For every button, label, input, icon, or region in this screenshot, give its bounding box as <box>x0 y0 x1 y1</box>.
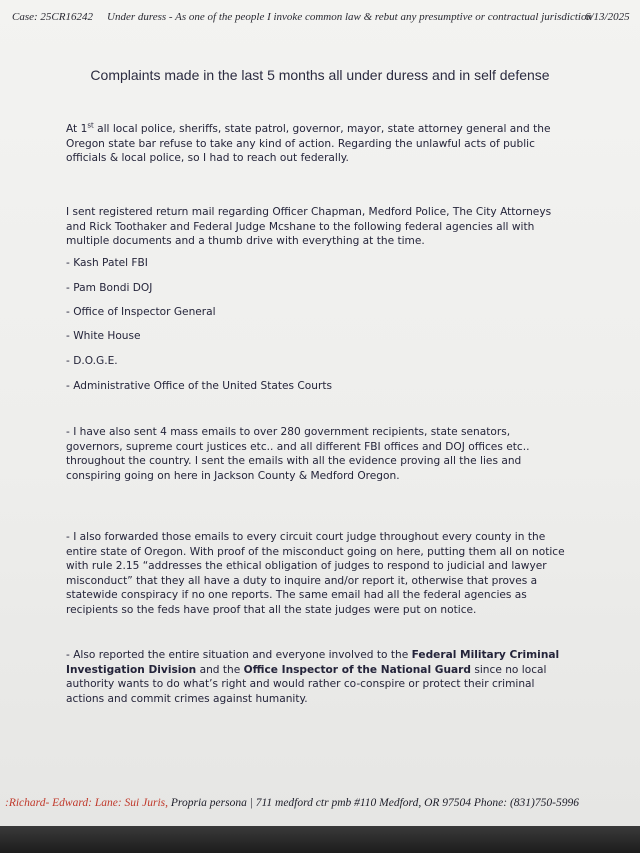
case-number: Case: 25CR16242 <box>12 11 93 23</box>
list-item: - Kash Patel FBI <box>66 257 148 269</box>
report-agency-military: Federal Military Criminal Investigation Division <box>66 649 560 676</box>
paragraph-mass-emails: - I have also sent 4 mass emails to over 280 government recipients, state senators, governors, supreme court justices etc.. and all different FBI offices and DOJ offices etc.. throughout the country. I sent the emails with all the evidence proving all the lies and conspiring going on here in Jackson County & Medford Oregon. <box>66 426 530 482</box>
report-agency-guard: Office Inspector of the National Guard <box>243 663 471 676</box>
list-item: - Office of Inspector General <box>66 306 216 318</box>
duress-notice: Under duress - As one of the people I invoke common law & rebut any presumptive or contractual jurisdiction <box>107 11 592 23</box>
paragraph-circuit-judges: - I also forwarded those emails to every circuit court judge throughout every county in the entire state of Oregon. With proof of the misconduct going on here, putting them all on notice with rule 2.15 “addresses the ethical obligation of judges to respond to judicial and lawyer misconduct” that they all have a duty to inquire and/or report it, otherwise that proves a statewide conspiracy if no one reports. The same email had all the federal agencies as recipients so the feds have proof that all the state judges were put on notice. <box>66 531 565 616</box>
report-text-e: since no local authority wants to do what’s right and would rather co-conspire or protect their criminal actions and commit crimes against humanity. <box>66 663 547 705</box>
list-item: - Pam Bondi DOJ <box>66 282 153 294</box>
list-item: - Administrative Office of the United States Courts <box>66 380 333 392</box>
list-item: - White House <box>66 330 141 342</box>
report-text-a: - Also reported the entire situation and everyone involved to the <box>66 649 412 661</box>
ordinal-suffix: st <box>87 121 94 130</box>
paragraph-registered-mail: I sent registered return mail regarding Officer Chapman, Medford Police, The City Attorneys and Rick Toothaker and Federal Judge Mcshane to the following federal agencies all with multiple documents and a thumb drive with everything at the time. <box>66 206 552 247</box>
report-text-c: and the <box>196 663 244 676</box>
paragraph-intro <box>66 122 566 166</box>
footer-name: :Richard- Edward: Lane: Sui Juris, <box>5 797 169 809</box>
footer-persona: Propria persona <box>168 797 247 809</box>
intro-prefix: At 1 <box>66 123 88 135</box>
page-title: Complaints made in the last 5 months all under duress and in self defense <box>90 67 550 83</box>
background-surface <box>0 826 640 853</box>
signature-footer <box>5 797 579 809</box>
document-date: 6/13/2025 <box>585 11 630 23</box>
paragraph-federal-report <box>66 648 566 706</box>
intro-rest: all local police, sheriffs, state patrol, governor, mayor, state attorney general and the Oregon state bar refuse to take any kind of action. Regarding the unlawful acts of public officials & local police, so I had to reach out federally. <box>66 123 551 164</box>
list-item: - D.O.G.E. <box>66 355 118 367</box>
footer-address: | 711 medford ctr pmb #110 Medford, OR 97504 Phone: (831)750-5996 <box>246 797 579 809</box>
